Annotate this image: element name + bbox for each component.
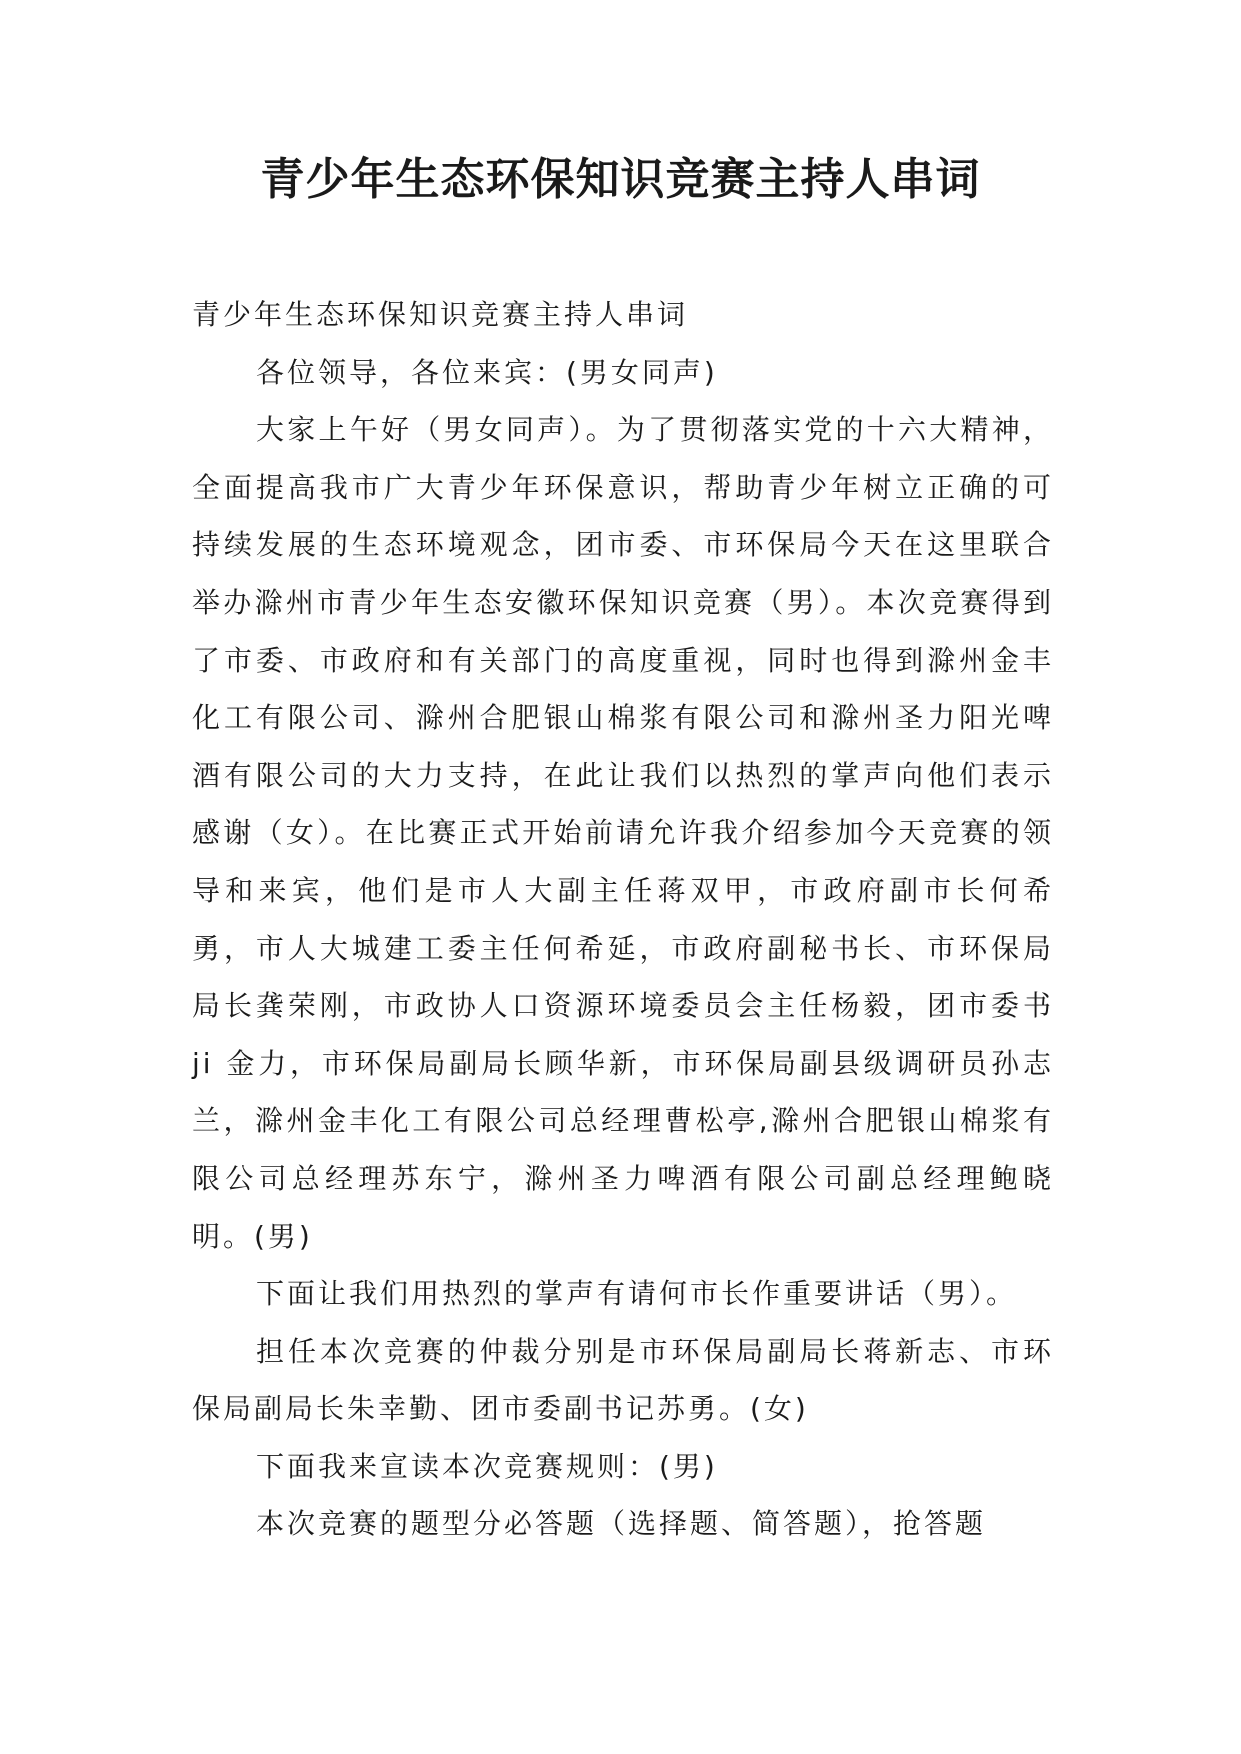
- paragraph-speech-invite: 下面让我们用热烈的掌声有请何市长作重要讲话（男）。: [256, 1277, 1018, 1311]
- document-body: [192, 286, 1054, 1553]
- paragraph-opening: 大家上午好（男女同声）。为了贯彻落实党的十六大精神，全面提高我市广大青少年环保意识，帮助青少年树立正确的可持续发展的生态环境观念，团市委、市环保局今天在这里联合举办滁州市青少年生态安徽环保知识竞赛（男）。本次竞赛得到了市委、市政府和有关部门的高度重视，同时也得到滁州金丰化工有限公司、滁州合肥银山棉浆有限公司和滁州圣力阳光啤酒有限公司的大力支持，在此让我们以热烈的掌声向他们表示感谢（女）。在比赛正式开始前请允许我介绍参加今天竞赛的领导和来宾，他们是市人大副主任蒋双甲，市政府副市长何希勇，市人大城建工委主任何希延，市政府副秘书长、市环保局局长龚荣刚，市政协人口资源环境委员会主任杨毅，团市委书 ji 金力，市环保局副局长顾华新，市环保局副县级调研员孙志兰，滁州金丰化工有限公司总经理曹松亭,滁州合肥银山棉浆有限公司总经理苏东宁，滁州圣力啤酒有限公司副总经理鲍晓明。(男): [192, 413, 1054, 1253]
- paragraph-greeting: 各位领导，各位来宾：(男女同声): [256, 355, 718, 389]
- document-title: 青少年生态环保知识竞赛主持人串词: [260, 154, 981, 205]
- paragraph-rules-intro: 下面我来宣读本次竞赛规则：(男): [256, 1449, 718, 1483]
- paragraph-arbiters: 担任本次竞赛的仲裁分别是市环保局副局长蒋新志、市环保局副局长朱幸勤、团市委副书记苏勇。(女): [192, 1334, 1054, 1426]
- paragraph-rules: 本次竞赛的题型分必答题（选择题、简答题），抢答题: [256, 1507, 987, 1541]
- paragraph-heading: 青少年生态环保知识竞赛主持人串词: [192, 298, 689, 331]
